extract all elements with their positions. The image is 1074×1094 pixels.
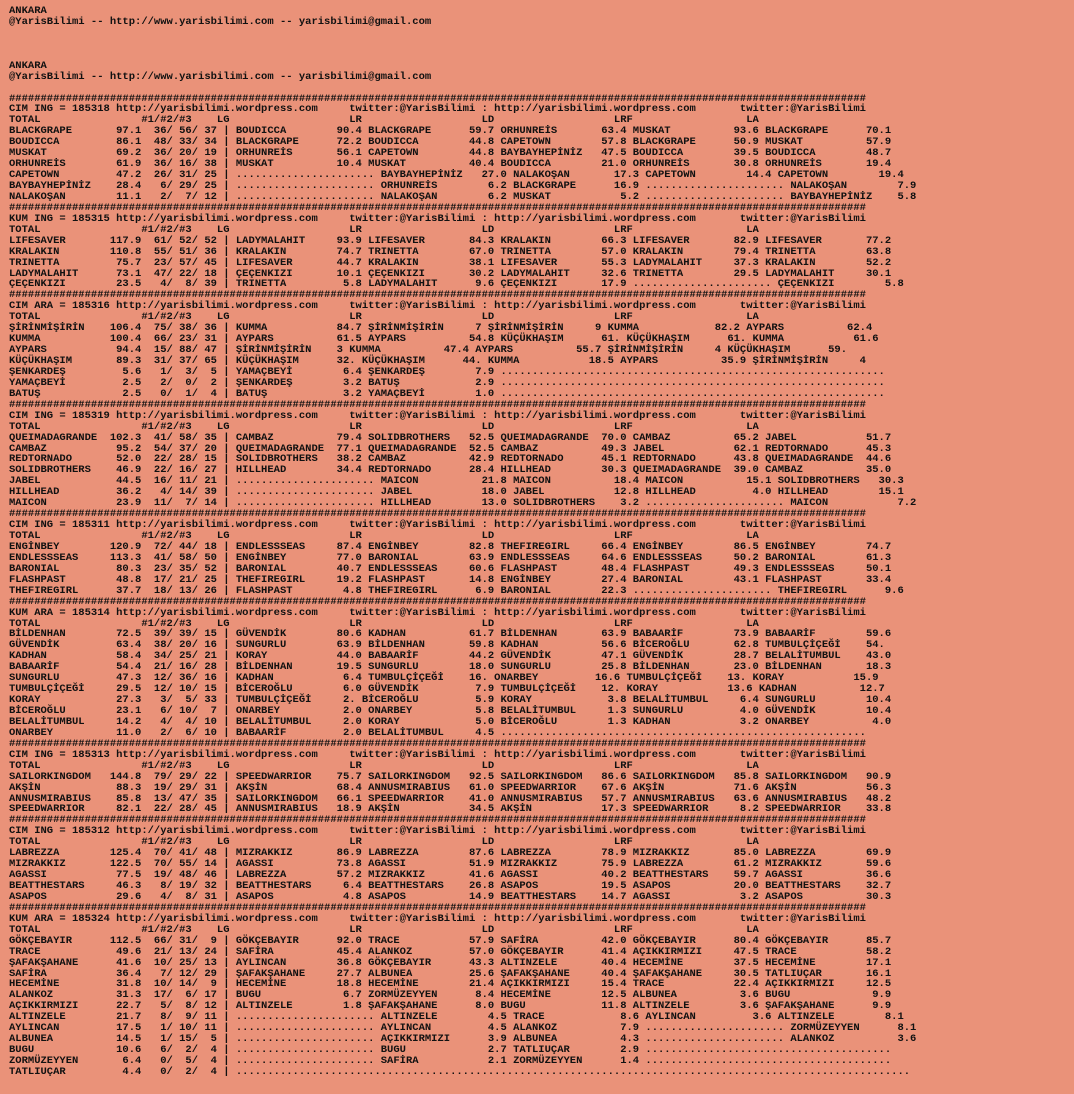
result-row: JABEL 44.5 16/ 11/ 21 | ...................... MAICON 21.8 MAICON 18.4 MAICON 15.1 SOLIDBROTHERS 30.3	[9, 475, 904, 488]
result-row: LABREZZA 125.4 70/ 41/ 48 | MIZRAKKIZ 86.9 LABREZZA 87.6 LABREZZA 78.9 MIZRAKKIZ 85.0 LABREZZA 69.9	[9, 847, 892, 860]
race-header: CIM ARA = 185316 http://yarisbilimi.wordpress.com twitter:@YarisBilimi : http://yarisbilimi.wordpress.com twitter:@YarisBilimi	[9, 300, 866, 313]
result-row: BAYBAYHEPİNİZ 28.4 6/ 29/ 25 | ...................... ORHUNREİS 6.2 BLACKGRAPE 16.9 ...................... NALAKOŞAN 7.9	[9, 180, 917, 192]
result-row: ORHUNREİS 61.9 36/ 16/ 38 | MUSKAT 10.4 MUSKAT 40.4 BOUDICCA 21.0 ORHUNREİS 30.8 ORHUNREİS 19.4	[9, 158, 892, 171]
result-row: THEFIREGIRL 37.7 18/ 13/ 26 | FLASHPAST 4.8 THEFIREGIRL 6.9 BARONIAL 22.3 ...................... THEFIREGIRL 9.6	[9, 584, 904, 597]
result-row: CAPETOWN 47.2 26/ 31/ 25 | ...................... BAYBAYHEPİNİZ 27.0 NALAKOŞAN 17.3 CAPETOWN 14.4 CAPETOWN 19.4	[9, 169, 904, 182]
result-row: TUMBULÇİÇEĞİ 29.5 12/ 10/ 15 | BİCEROĞLU 6.0 GÜVENDİK 7.9 TUMBULÇİÇEĞİ 12. KORAY 13.6 KADHAN 12.7	[9, 683, 885, 696]
result-row: YAMAÇBEYİ 2.5 2/ 0/ 2 | ŞENKARDEŞ 3.2 BATUŞ 2.9 .............................................................	[9, 376, 885, 389]
result-row: QUEIMADAGRANDE 102.3 41/ 58/ 35 | CAMBAZ 79.4 SOLIDBROTHERS 52.5 QUEIMADAGRANDE 70.0 CAMBAZ 65.2 JABEL 51.7	[9, 431, 892, 444]
result-row: BELALİTUMBUL 14.2 4/ 4/ 10 | BELALİTUMBUL 2.0 KORAY 5.0 BİCEROĞLU 1.3 KADHAN 3.2 ONARBEY 4.0	[9, 715, 892, 728]
result-row: KORAY 27.3 3/ 5/ 33 | TUMBULÇİÇEĞİ 2. BİCEROĞLU 5.9 KORAY 3.8 BELALİTUMBUL 6.4 SUNGURLU 10.4	[9, 694, 892, 707]
column-header: TOTAL #1/#2/#3 LG LR LD LRF LA	[9, 114, 759, 127]
result-row: ÇEÇENKIZI 23.5 4/ 8/ 39 | TRINETTA 5.8 LADYMALAHIT 9.6 ÇEÇENKIZI 17.9 ...................... ÇEÇENKIZI 5.8	[9, 278, 904, 291]
race-header: CIM ING = 185318 http://yarisbilimi.wordpress.com twitter:@YarisBilimi : http://yarisbilimi.wordpress.com twitter:@YarisBilimi	[9, 103, 866, 116]
blank-line	[9, 83, 1074, 94]
blank-line	[9, 28, 1074, 39]
result-row: AYLINCAN 17.5 1/ 10/ 11 | ...................... AYLINCAN 4.5 ALANKOZ 7.9 ...................... ZORMÜZEYYEN 8.1	[9, 1022, 917, 1035]
result-row: ONARBEY 11.0 2/ 6/ 10 | BABAARİF 2.0 BELALİTUMBUL 4.5 ..........................................................	[9, 726, 866, 739]
result-row: KÜÇÜKHAŞIM 89.3 31/ 37/ 65 | KÜÇÜKHAŞIM 32. KÜÇÜKHAŞIM 44. KUMMA 18.5 AYPARS 35.9 ŞİRİNMİŞİRİN 4	[9, 355, 866, 367]
result-row: GÜVENDİK 63.4 38/ 20/ 16 | SUNGURLU 63.9 BİLDENHAN 59.8 KADHAN 56.6 BİCEROĞLU 62.8 TUMBULÇİÇEĞİ 54.	[9, 639, 885, 652]
result-row: SOLIDBROTHERS 46.9 22/ 16/ 27 | HILLHEAD 34.4 REDTORNADO 28.4 HILLHEAD 30.3 QUEIMADAGRANDE 39.0 CAMBAZ 35.0	[9, 464, 892, 477]
section-divider: ########################################################################################################################################	[9, 201, 866, 214]
result-row: REDTORNADO 52.0 22/ 28/ 15 | SOLIDBROTHERS 38.2 CAMBAZ 42.9 REDTORNADO 45.1 REDTORNADO 43.8 QUEIMADAGRANDE 44.6	[9, 453, 892, 466]
result-row: AÇIKKIRMIZI 22.7 5/ 8/ 12 | ALTINZELE 1.8 ŞAFAKŞAHANE 8.0 BUGU 11.8 ALTINZELE 3.6 ŞAFAKŞAHANE 9.9	[9, 1000, 892, 1013]
result-row: BEATTHESTARS 46.3 8/ 19/ 32 | BEATTHESTARS 6.4 BEATTHESTARS 26.8 ASAPOS 19.5 ASAPOS 20.0 BEATTHESTARS 32.7	[9, 880, 892, 892]
column-header: TOTAL #1/#2/#3 LG LR LD LRF LA	[9, 311, 759, 324]
result-row: GÖKÇEBAYIR 112.5 66/ 31/ 9 | GÖKÇEBAYIR 92.0 TRACE 57.9 SAFİRA 42.0 GÖKÇEBAYIR 80.4 GÖKÇEBAYIR 85.7	[9, 934, 892, 947]
result-row: BABAARİF 54.4 21/ 16/ 28 | BİLDENHAN 19.5 SUNGURLU 18.0 SUNGURLU 25.8 BİLDENHAN 23.0 BİLDENHAN 18.3	[9, 661, 892, 674]
result-row: CAMBAZ 95.2 54/ 37/ 20 | QUEIMADAGRANDE 77.1 QUEIMADAGRANDE 52.5 CAMBAZ 49.3 JABEL 62.1 REDTORNADO 45.3	[9, 442, 892, 455]
result-row: TRINETTA 75.7 23/ 57/ 45 | LIFESAVER 44.7 KRALAKIN 38.1 LIFESAVER 55.3 LADYMALAHIT 37.3 KRALAKIN 52.2	[9, 256, 892, 269]
city-title: ANKARA	[9, 5, 47, 17]
section-divider: ########################################################################################################################################	[9, 595, 866, 608]
column-header: TOTAL #1/#2/#3 LG LR LD LRF LA	[9, 420, 759, 433]
result-row: FLASHPAST 48.8 17/ 21/ 25 | THEFIREGIRL 19.2 FLASHPAST 14.8 ENGİNBEY 27.4 BARONIAL 43.1 FLASHPAST 33.4	[9, 573, 892, 586]
race-header: KUM ARA = 185324 http://yarisbilimi.wordpress.com twitter:@YarisBilimi : http://yarisbilimi.wordpress.com twitter:@YarisBilimi	[9, 912, 866, 925]
result-row: SPEEDWARRIOR 82.1 22/ 28/ 45 | ANNUSMIRABIUS 18.9 AKŞİN 34.5 AKŞİN 17.3 SPEEDWARRIOR 8.2 SPEEDWARRIOR 33.8	[9, 803, 892, 816]
blank-line	[9, 50, 1074, 61]
result-row: BİCEROĞLU 23.1 6/ 10/ 7 | ONARBEY 2.0 ONARBEY 5.8 BELALİTUMBUL 1.3 SUNGURLU 4.0 GÜVENDİK 10.4	[9, 705, 892, 717]
race-header: CIM ING = 185311 http://yarisbilimi.wordpress.com twitter:@YarisBilimi : http://yarisbilimi.wordpress.com twitter:@YarisBilimi	[9, 519, 866, 532]
race-header: KUM ING = 185315 http://yarisbilimi.wordpress.com twitter:@YarisBilimi : http://yarisbilimi.wordpress.com twitter:@YarisBilimi	[9, 212, 866, 225]
result-row: ALTINZELE 21.7 8/ 9/ 11 | ...................... ALTINZELE 4.5 TRACE 8.6 AYLINCAN 3.6 ALTINZELE 8.1	[9, 1011, 904, 1024]
result-row: SUNGURLU 47.3 12/ 36/ 16 | KADHAN 6.4 TUMBULÇİÇEĞİ 16. ONARBEY 16.6 TUMBULÇİÇEĞİ 13. KORAY 15.9	[9, 672, 879, 685]
race-header: KUM ARA = 185314 http://yarisbilimi.wordpress.com twitter:@YarisBilimi : http://yarisbilimi.wordpress.com twitter:@YarisBilimi	[9, 606, 866, 619]
result-row: MAICON 23.9 11/ 7/ 14 | ...................... HILLHEAD 13.0 SOLIDBROTHERS 3.2 ...................... MAICON 7.2	[9, 497, 917, 510]
result-row: BLACKGRAPE 97.1 36/ 56/ 37 | BOUDICCA 90.4 BLACKGRAPE 59.7 ORHUNREİS 63.4 MUSKAT 93.6 BLACKGRAPE 70.1	[9, 125, 892, 138]
section-divider: ########################################################################################################################################	[9, 901, 866, 914]
result-row: ENGİNBEY 120.9 72/ 44/ 18 | ENDLESSSEAS 87.4 ENGİNBEY 82.8 THEFIREGIRL 66.4 ENGİNBEY 86.5 ENGİNBEY 74.7	[9, 540, 892, 553]
result-row: LADYMALAHIT 73.1 47/ 22/ 18 | ÇEÇENKIZI 10.1 ÇEÇENKIZI 30.2 LADYMALAHIT 32.6 TRINETTA 29.5 LADYMALAHIT 30.1	[9, 267, 892, 280]
result-row: ASAPOS 29.6 4/ 8/ 31 | ASAPOS 4.8 ASAPOS 14.9 BEATTHESTARS 14.7 AGASSI 3.2 ASAPOS 30.3	[9, 890, 892, 903]
section-divider: ########################################################################################################################################	[9, 398, 866, 411]
column-header: TOTAL #1/#2/#3 LG LR LD LRF LA	[9, 759, 759, 772]
result-row: LIFESAVER 117.9 61/ 52/ 52 | LADYMALAHIT 93.9 LIFESAVER 84.3 KRALAKIN 66.3 LIFESAVER 82.9 LIFESAVER 77.2	[9, 234, 892, 247]
result-row: HILLHEAD 36.2 4/ 14/ 39 | ...................... JABEL 18.0 JABEL 12.8 HILLHEAD 4.0 HILLHEAD 15.1	[9, 486, 904, 499]
result-row: ALANKOZ 31.3 17/ 6/ 17 | BUGU 6.7 ZORMÜZEYYEN 8.4 HECEMİNE 12.5 ALBUNEA 3.6 BUGU 9.9	[9, 989, 892, 1002]
result-row: ANNUSMIRABIUS 85.8 13/ 47/ 35 | SAILORKINGDOM 66.1 SPEEDWARRIOR 41.0 ANNUSMIRABIUS 57.7 ANNUSMIRABIUS 63.6 ANNUSMIRABIUS 48.2	[9, 792, 892, 805]
result-row: TATLIUÇAR 4.4 0/ 2/ 4 | ...........................................................................................................	[9, 1065, 911, 1078]
result-row: KRALAKIN 110.8 55/ 51/ 36 | KRALAKIN 74.7 TRINETTA 67.0 TRINETTA 57.0 KRALAKIN 79.4 TRINETTA 63.8	[9, 245, 892, 258]
section-divider: ########################################################################################################################################	[9, 289, 866, 302]
result-row: NALAKOŞAN 11.1 2/ 7/ 12 | ...................... NALAKOŞAN 6.2 MUSKAT 5.2 ...................... BAYBAYHEPİNİZ 5.8	[9, 190, 917, 203]
result-row: KUMMA 100.4 66/ 23/ 31 | AYPARS 61.5 AYPARS 54.8 KÜÇÜKHAŞIM 61. KÜÇÜKHAŞIM 61. KUMMA 61.6	[9, 333, 879, 346]
result-row: TRACE 49.6 21/ 13/ 24 | SAFİRA 45.4 ALANKOZ 57.0 GÖKÇEBAYIR 41.4 AÇIKKIRMIZI 47.5 TRACE 58.2	[9, 945, 892, 958]
result-row: AKŞİN 88.3 19/ 29/ 31 | AKŞİN 68.4 ANNUSMIRABIUS 61.0 SPEEDWARRIOR 67.6 AKŞİN 71.6 AKŞİN 56.3	[9, 781, 892, 794]
result-row: AYPARS 94.4 15/ 88/ 47 | ŞİRİNMİŞİRİN 3 KUMMA 47.4 AYPARS 55.7 ŞİRİNMİŞİRİN 4 KÜÇÜKHAŞIM 59.	[9, 344, 848, 357]
city-title: ANKARA	[9, 59, 47, 72]
section-divider: ########################################################################################################################################	[9, 737, 866, 750]
result-row: ŞAFAKŞAHANE 41.6 10/ 25/ 13 | AYLINCAN 36.8 GÖKÇEBAYIR 43.3 ALTINZELE 40.4 HECEMİNE 37.5 HECEMİNE 17.1	[9, 956, 892, 969]
section-divider: ########################################################################################################################################	[9, 814, 866, 827]
result-row: BARONIAL 80.3 23/ 35/ 52 | BARONIAL 40.7 ENDLESSSEAS 60.6 FLASHPAST 48.4 FLASHPAST 49.3 ENDLESSSEAS 50.1	[9, 562, 892, 575]
result-row: MUSKAT 69.2 36/ 20/ 19 | ORHUNREİS 56.1 CAPETOWN 44.8 BAYBAYHEPİNİZ 47.5 BOUDICCA 39.5 BOUDICCA 48.7	[9, 147, 892, 160]
result-row: ENDLESSSEAS 113.3 41/ 58/ 50 | ENGİNBEY 77.0 BARONIAL 63.9 ENDLESSSEAS 64.6 ENDLESSSEAS 50.2 BARONIAL 61.3	[9, 551, 892, 564]
result-row: BOUDICCA 86.1 48/ 33/ 34 | BLACKGRAPE 72.2 BOUDICCA 44.8 CAPETOWN 57.8 BLACKGRAPE 50.9 MUSKAT 57.9	[9, 136, 892, 149]
result-row: BATUŞ 2.5 0/ 1/ 4 | BATUŞ 3.2 YAMAÇBEYİ 1.0 .............................................................	[9, 387, 885, 400]
result-row: ŞENKARDEŞ 5.6 1/ 3/ 5 | YAMAÇBEYİ 6.4 ŞENKARDEŞ 7.9 .............................................................	[9, 365, 885, 378]
column-header: TOTAL #1/#2/#3 LG LR LD LRF LA	[9, 530, 759, 542]
result-row: SAFİRA 36.4 7/ 12/ 29 | ŞAFAKŞAHANE 27.7 ALBUNEA 25.6 ŞAFAKŞAHANE 40.4 ŞAFAKŞAHANE 30.5 TATLIUÇAR 16.1	[9, 967, 892, 980]
result-row: BİLDENHAN 72.5 39/ 39/ 15 | GÜVENDİK 80.6 KADHAN 61.7 BİLDENHAN 63.9 BABAARİF 73.9 BABAARİF 59.6	[9, 628, 892, 641]
result-row: ALBUNEA 14.5 1/ 15/ 5 | ...................... AÇIKKIRMIZI 3.9 ALBUNEA 4.3 ...................... ALANKOZ 3.6	[9, 1033, 917, 1046]
result-row: HECEMİNE 31.8 10/ 14/ 9 | HECEMİNE 18.8 HECEMİNE 21.4 AÇIKKIRMIZI 15.4 TRACE 22.4 AÇIKKIRMIZI 12.5	[9, 978, 892, 991]
result-row: AGASSI 77.5 19/ 48/ 46 | LABREZZA 57.2 MIZRAKKIZ 41.6 AGASSI 40.2 BEATTHESTARS 59.7 AGASSI 36.6	[9, 869, 892, 882]
result-row: BUGU 10.6 6/ 2/ 4 | ...................... BUGU 2.7 TATLIUÇAR 2.9 .......................................	[9, 1044, 892, 1057]
result-row: KADHAN 58.4 34/ 25/ 21 | KORAY 44.0 BABAARİF 44.2 GÜVENDİK 47.1 GÜVENDİK 28.7 BELALİTUMBUL 43.0	[9, 650, 892, 663]
race-header: CIM ING = 185313 http://yarisbilimi.wordpress.com twitter:@YarisBilimi : http://yarisbilimi.wordpress.com twitter:@YarisBilimi	[9, 748, 866, 761]
result-row: MIZRAKKIZ 122.5 70/ 55/ 14 | AGASSI 73.8 AGASSI 51.9 MIZRAKKIZ 75.9 LABREZZA 61.2 MIZRAKKIZ 59.6	[9, 858, 892, 871]
result-row: ŞİRİNMİŞİRİN 106.4 75/ 38/ 36 | KUMMA 84.7 ŞİRİNMİŞİRİN 7 ŞİRİNMİŞİRİN 9 KUMMA 82.2 AYPARS 62.4	[9, 322, 873, 335]
column-header: TOTAL #1/#2/#3 LG LR LD LRF LA	[9, 223, 759, 236]
section-divider: ########################################################################################################################################	[9, 92, 866, 105]
blank-line	[9, 39, 1074, 50]
column-header: TOTAL #1/#2/#3 LG LR LD LRF LA	[9, 617, 759, 630]
race-header: CIM ING = 185319 http://yarisbilimi.wordpress.com twitter:@YarisBilimi : http://yarisbilimi.wordpress.com twitter:@YarisBilimi	[9, 409, 866, 422]
race-header: CIM ING = 185312 http://yarisbilimi.wordpress.com twitter:@YarisBilimi : http://yarisbilimi.wordpress.com twitter:@YarisBilimi	[9, 825, 866, 838]
section-divider: ########################################################################################################################################	[9, 508, 866, 521]
result-row: SAILORKINGDOM 144.8 79/ 29/ 22 | SPEEDWARRIOR 75.7 SAILORKINGDOM 92.5 SAILORKINGDOM 86.6 SAILORKINGDOM 85.8 SAILORKINGDOM 90.9	[9, 770, 892, 783]
contact-line: @YarisBilimi -- http://www.yarisbilimi.com -- yarisbilimi@gmail.com	[9, 15, 432, 28]
column-header: TOTAL #1/#2/#3 LG LR LD LRF LA	[9, 836, 759, 849]
column-header: TOTAL #1/#2/#3 LG LR LD LRF LA	[9, 923, 759, 936]
result-row: ZORMÜZEYYEN 6.4 0/ 5/ 4 | ...................... SAFİRA 2.1 ZORMÜZEYYEN 1.4 .......................................	[9, 1055, 892, 1067]
contact-line: @YarisBilimi -- http://www.yarisbilimi.com -- yarisbilimi@gmail.com	[9, 70, 432, 83]
